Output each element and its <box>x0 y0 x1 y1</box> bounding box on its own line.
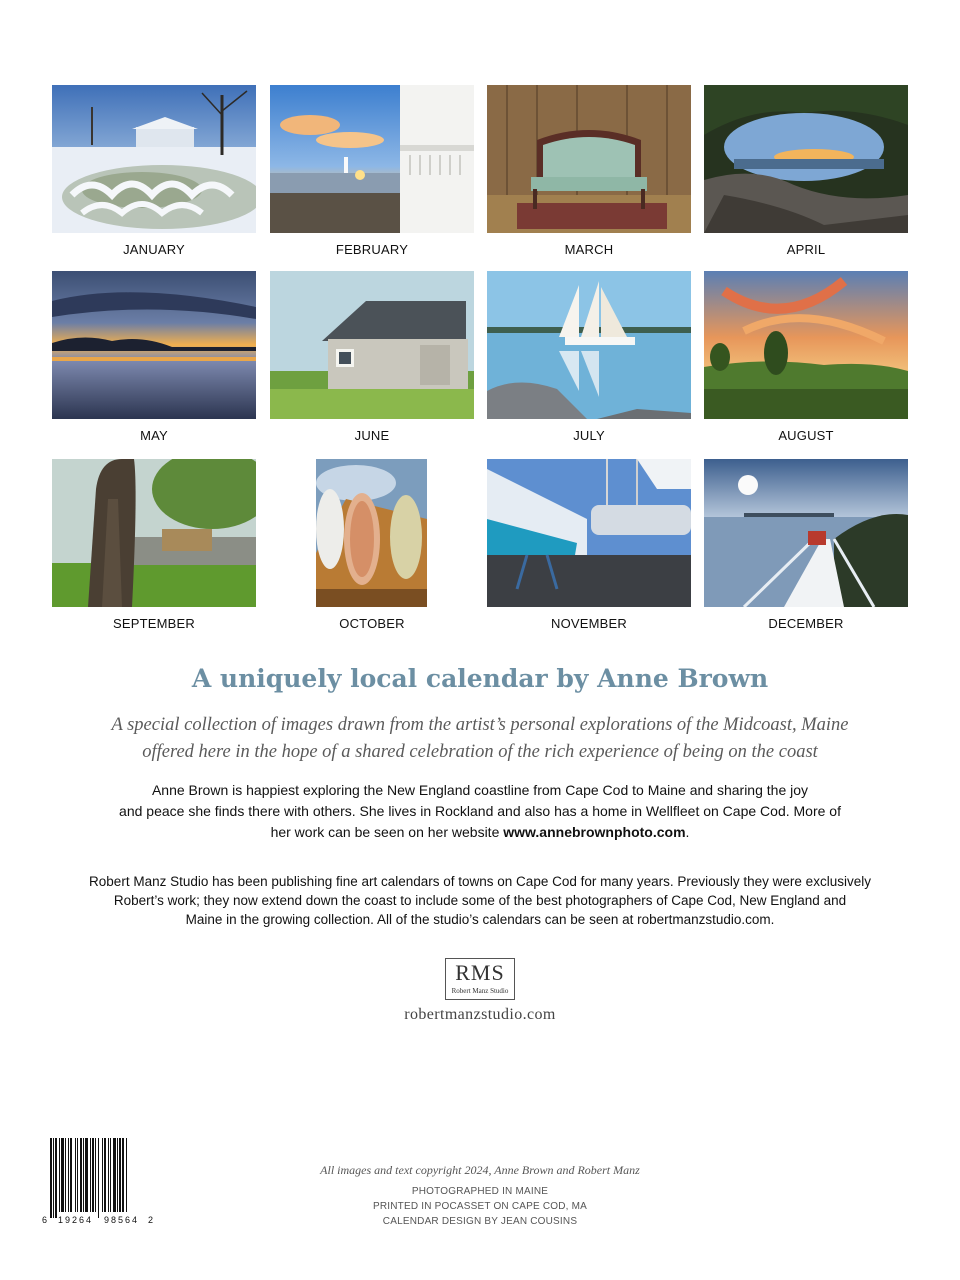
photo-march <box>487 85 691 233</box>
artist-website-link[interactable]: www.annebrownphoto.com <box>503 824 686 840</box>
photo-february <box>270 85 474 233</box>
bio-line: and peace she finds there with others. She lives in Rockland and also has a home in Wellfleet on Cape Cod. More of <box>119 803 841 819</box>
month-cell-february <box>270 85 474 265</box>
month-cell-april <box>704 85 908 265</box>
month-label: DECEMBER <box>768 616 844 631</box>
month-cell-march <box>487 85 691 265</box>
subtitle-line: A special collection of images drawn from the artist’s personal explorations of the Midcoast, Maine <box>111 715 849 735</box>
bio-line <box>100 822 860 843</box>
studio-website[interactable]: robertmanzstudio.com <box>404 1006 556 1023</box>
month-cell-july <box>487 271 691 451</box>
copyright: All images and text copyright 2024, Anne Brown and Robert Manz <box>320 1163 640 1177</box>
month-label: NOVEMBER <box>550 616 627 631</box>
month-label: OCTOBER <box>339 616 405 631</box>
photo-january <box>52 85 256 233</box>
month-cell-september <box>52 459 256 639</box>
barcode-digit: 6 <box>42 1215 48 1225</box>
subtitle <box>60 712 900 766</box>
photo-row-2 <box>0 271 960 451</box>
bio-line: Anne Brown is happiest exploring the New England coastline from Cape Cod to Maine and sharing the joy <box>151 782 809 798</box>
subtitle-line: offered here in the hope of a shared celebration of the rich experience of being on the coast <box>142 742 818 762</box>
studio-line: Robert’s work; they now extend down the coast to include some of the best photographers of Cape Cod, New England and <box>113 893 847 908</box>
credit-line: PRINTED IN POCASSET ON CAPE COD, MA <box>372 1201 588 1212</box>
photo-row-1 <box>0 85 960 265</box>
photo-july <box>487 271 691 419</box>
month-cell-may <box>52 271 256 451</box>
barcode-digit: 2 <box>148 1215 154 1225</box>
month-cell-june <box>270 271 474 451</box>
month-label: AUGUST <box>778 428 834 443</box>
photo-may <box>52 271 256 419</box>
headline: A uniquely local calendar by Anne Brown <box>191 664 769 693</box>
barcode-digit-group: 98564 <box>104 1215 140 1225</box>
photo-august <box>704 271 908 419</box>
studio-line: Maine in the growing collection. All of the studio’s calendars can be seen at robertmanzstudio.com. <box>185 912 775 927</box>
month-cell-december <box>704 459 908 639</box>
month-cell-august <box>704 271 908 451</box>
month-label: APRIL <box>786 242 826 257</box>
credit-line: PHOTOGRAPHED IN MAINE <box>411 1186 549 1197</box>
logo-subtitle: Robert Manz Studio <box>451 987 509 995</box>
month-cell-october <box>270 459 474 639</box>
studio-line: Robert Manz Studio has been publishing fine art calendars of towns on Cape Cod for many years. Previously they were exclusively <box>89 874 871 889</box>
photo-november <box>487 459 691 607</box>
month-label: JANUARY <box>123 242 185 257</box>
month-label: FEBRUARY <box>335 242 409 257</box>
credit-line: CALENDAR DESIGN BY JEAN COUSINS <box>382 1216 578 1227</box>
photo-april <box>704 85 908 233</box>
month-cell-november <box>487 459 691 639</box>
photo-september <box>52 459 256 607</box>
month-label: MARCH <box>564 242 614 257</box>
photo-row-3 <box>0 459 960 639</box>
rms-logo <box>445 958 515 1000</box>
month-label: JUNE <box>354 428 390 443</box>
artist-bio <box>100 780 860 843</box>
studio-description <box>70 872 890 929</box>
photo-october <box>316 459 427 607</box>
photo-june <box>270 271 474 419</box>
logo-mark: RMS <box>455 960 505 985</box>
month-label: SEPTEMBER <box>113 616 195 631</box>
photo-december <box>704 459 908 607</box>
credits <box>0 1184 960 1229</box>
barcode-digit-group: 19264 <box>58 1215 94 1225</box>
bio-text: . <box>685 824 690 840</box>
month-label: JULY <box>573 428 605 443</box>
month-label: MAY <box>140 428 168 443</box>
month-cell-january <box>52 85 256 265</box>
bio-text: her work can be seen on her website <box>270 824 504 840</box>
